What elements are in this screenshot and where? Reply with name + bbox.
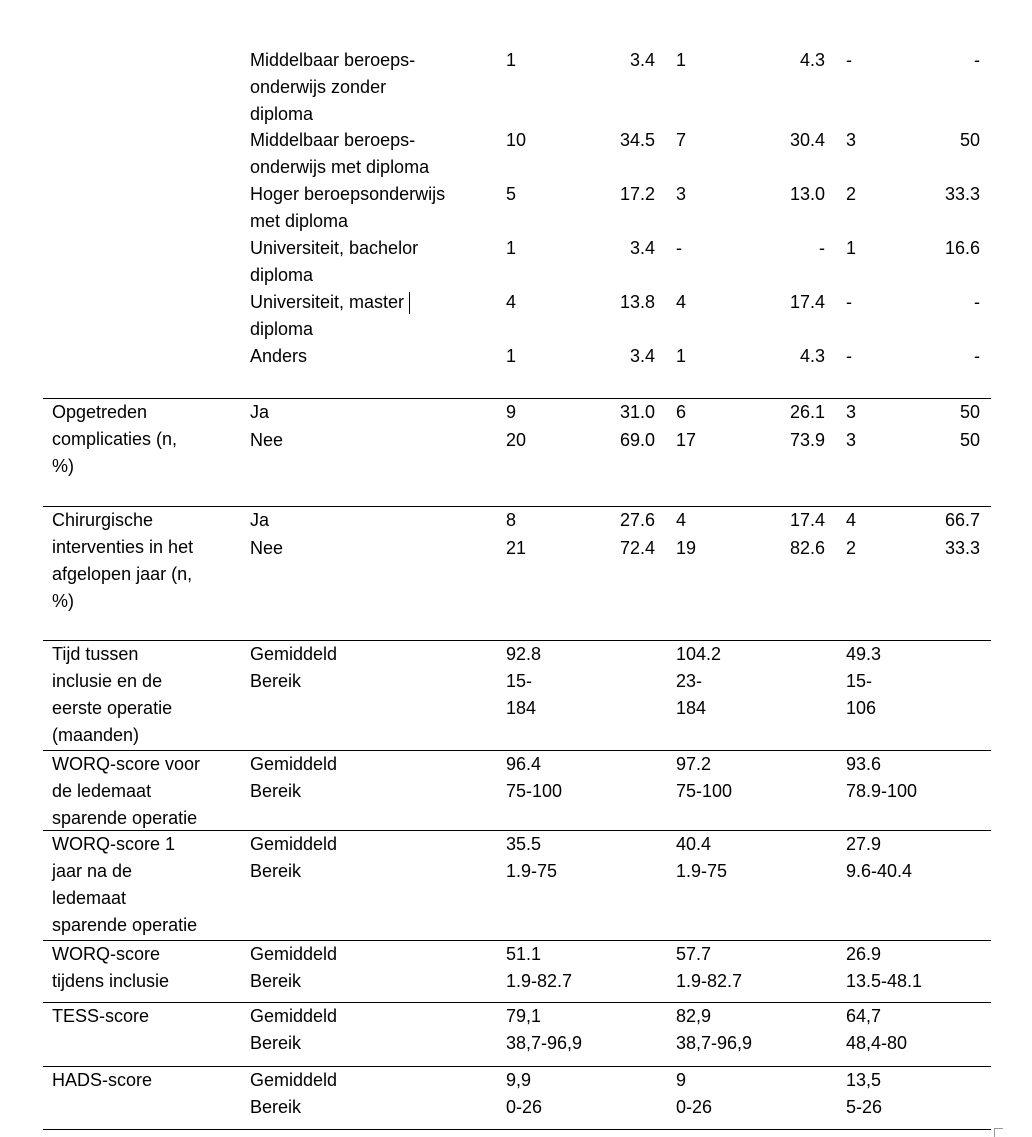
education-row-label: Universiteit, master diploma (250, 292, 405, 339)
cell-n3: 4 (846, 510, 857, 530)
cell-p3: 16.6 (944, 238, 980, 258)
row-title-complications: Opgetreden complicaties (n, %) (52, 402, 178, 476)
text-cursor (409, 292, 410, 314)
stat-col2: 104.2 23- 184 (676, 644, 722, 718)
cell-p2: 17.4 (789, 510, 825, 530)
row-title-worq-after: WORQ-score 1 jaar na de ledemaat sparende operatie (52, 834, 198, 935)
row-title-tess: TESS-score (52, 1006, 150, 1026)
cell-p2: - (819, 238, 825, 258)
education-row-label: Anders (250, 346, 308, 366)
row-label: Nee (250, 430, 284, 450)
stat-col2: 9 0-26 (676, 1070, 713, 1117)
stat-col3: 26.9 13.5-48.1 (846, 944, 923, 991)
cell-p2: 4.3 (799, 50, 825, 70)
cell-p3: - (974, 292, 980, 312)
row-title-time-to-surgery: Tijd tussen inclusie en de eerste operatie (maanden) (52, 644, 173, 745)
stat-col1: 79,1 38,7-96,9 (506, 1006, 583, 1053)
cell-n2: 7 (676, 130, 687, 150)
row-title-hads: HADS-score (52, 1070, 153, 1090)
cell-n3: 1 (846, 238, 857, 258)
cell-p2: 26.1 (789, 402, 825, 422)
cell-n3: 2 (846, 538, 857, 558)
stat-col1: 92.8 15- 184 (506, 644, 542, 718)
stat-col1: 9,9 0-26 (506, 1070, 543, 1117)
education-row-label: Universiteit, bachelor diploma (250, 238, 419, 285)
cell-n3: 3 (846, 402, 857, 422)
cell-p1: 3.4 (629, 50, 655, 70)
education-row-label: Middelbaar beroeps- onderwijs met diploma (250, 130, 430, 177)
cell-n1: 1 (506, 50, 517, 70)
cell-n3: - (846, 292, 852, 312)
cell-n1: 8 (506, 510, 517, 530)
cell-p1: 34.5 (619, 130, 655, 150)
cell-p3: - (974, 346, 980, 366)
education-row-label: Hoger beroepsonderwijs met diploma (250, 184, 446, 231)
cell-n3: 2 (846, 184, 857, 204)
cell-n1: 1 (506, 238, 517, 258)
cell-n1: 1 (506, 346, 517, 366)
cell-n2: 1 (676, 50, 687, 70)
education-row-label: Middelbaar beroeps- onderwijs zonder diploma (250, 50, 416, 124)
cell-p3: 50 (959, 402, 980, 422)
cell-n1: 10 (506, 130, 527, 150)
stat-col2: 40.4 1.9-75 (676, 834, 728, 881)
stat-col2: 97.2 75-100 (676, 754, 733, 801)
stat-col1: 96.4 75-100 (506, 754, 563, 801)
row-divider (43, 1129, 991, 1130)
stat-col2: 57.7 1.9-82.7 (676, 944, 743, 991)
cell-n2: 1 (676, 346, 687, 366)
cell-p1: 72.4 (619, 538, 655, 558)
cell-p2: 13.0 (789, 184, 825, 204)
stat-labels: Gemiddeld Bereik (250, 1006, 338, 1053)
row-title-worq-before: WORQ-score voor de ledemaat sparende operatie (52, 754, 201, 828)
stat-col1: 35.5 1.9-75 (506, 834, 558, 881)
cell-n1: 4 (506, 292, 517, 312)
row-label: Ja (250, 510, 270, 530)
stat-col3: 13,5 5-26 (846, 1070, 883, 1117)
cell-p2: 4.3 (799, 346, 825, 366)
cell-p1: 13.8 (619, 292, 655, 312)
stat-col3: 49.3 15- 106 (846, 644, 882, 718)
cell-n2: 3 (676, 184, 687, 204)
cell-p3: 66.7 (944, 510, 980, 530)
cell-p3: 33.3 (944, 184, 980, 204)
stat-labels: Gemiddeld Bereik (250, 754, 338, 801)
cell-n3: 3 (846, 430, 857, 450)
stat-labels: Gemiddeld Bereik (250, 944, 338, 991)
row-label: Ja (250, 402, 270, 422)
stat-labels: Gemiddeld Bereik (250, 834, 338, 881)
row-title-surgery: Chirurgische interventies in het afgelopen jaar (n, %) (52, 510, 194, 611)
row-title-worq-inclusion: WORQ-score tijdens inclusie (52, 944, 170, 991)
stat-col1: 51.1 1.9-82.7 (506, 944, 573, 991)
stat-col3: 93.6 78.9-100 (846, 754, 918, 801)
cell-p2: 17.4 (789, 292, 825, 312)
cell-n2: - (676, 238, 682, 258)
cell-n1: 20 (506, 430, 527, 450)
cell-n1: 9 (506, 402, 517, 422)
cell-n1: 21 (506, 538, 527, 558)
cell-p1: 17.2 (619, 184, 655, 204)
stat-labels: Gemiddeld Bereik (250, 1070, 338, 1117)
cell-n2: 4 (676, 510, 687, 530)
stat-col3: 27.9 9.6-40.4 (846, 834, 913, 881)
cell-p3: 50 (959, 130, 980, 150)
cell-p1: 31.0 (619, 402, 655, 422)
stat-col2: 82,9 38,7-96,9 (676, 1006, 753, 1053)
cell-n1: 5 (506, 184, 517, 204)
cell-n2: 6 (676, 402, 687, 422)
cell-p1: 69.0 (619, 430, 655, 450)
cell-p1: 27.6 (619, 510, 655, 530)
cell-p1: 3.4 (629, 346, 655, 366)
cell-p3: - (974, 50, 980, 70)
cell-n3: 3 (846, 130, 857, 150)
cell-n2: 17 (676, 430, 697, 450)
cell-n2: 4 (676, 292, 687, 312)
cell-p3: 33.3 (944, 538, 980, 558)
cell-p2: 82.6 (789, 538, 825, 558)
cell-p2: 30.4 (789, 130, 825, 150)
cell-n3: - (846, 346, 852, 366)
stat-col3: 64,7 48,4-80 (846, 1006, 908, 1053)
cell-p1: 3.4 (629, 238, 655, 258)
cell-p3: 50 (959, 430, 980, 450)
cell-p2: 73.9 (789, 430, 825, 450)
cell-n3: - (846, 50, 852, 70)
stat-labels: Gemiddeld Bereik (250, 644, 338, 691)
cell-n2: 19 (676, 538, 697, 558)
row-label: Nee (250, 538, 284, 558)
